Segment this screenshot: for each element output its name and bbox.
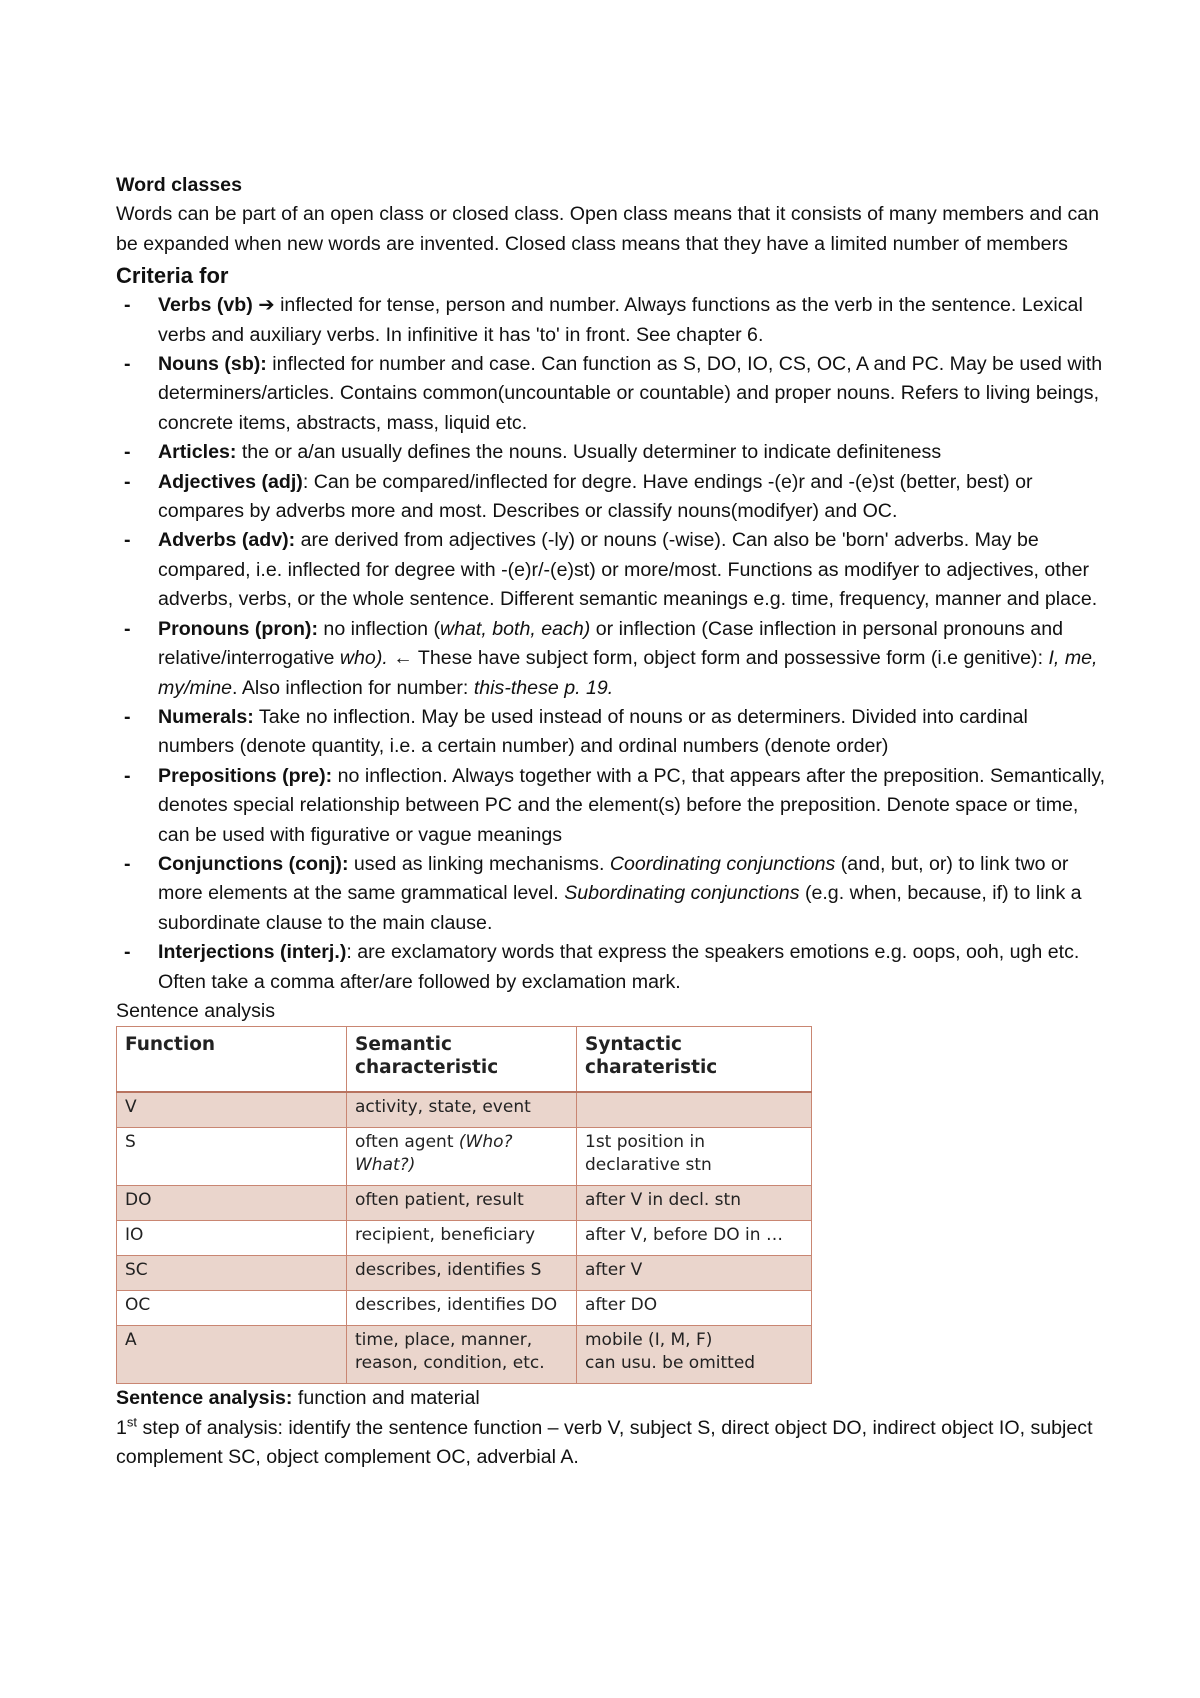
analysis-text: function and material [292,1387,480,1410]
table-cell-function: S [117,1128,347,1186]
desc-pronouns-4: . Also inflection for number: [232,676,474,699]
term-adverbs: Adverbs (adv): [158,529,296,552]
table-cell-syntactic: after V in decl. stn [577,1186,812,1221]
list-item-articles [116,438,1106,467]
bullet-dash: - [124,941,131,964]
syntactic-line-1: mobile (I, M, F) [585,1330,713,1351]
table-cell-syntactic: after V, before DO in … [577,1221,812,1256]
desc-nouns: inflected for number and case. Can function as S, DO, IO, CS, OC, A and PC. May be used with determiners/articles. Contains common(uncountable or countable) and proper nouns. Refers to living beings, concrete items, abstracts, mass, liquid etc. [158,353,1103,434]
document-content [116,171,1106,1473]
desc-pronouns-ital-3: I, me, my/mine [158,647,1098,699]
table-cell-semantic: describes, identifies DO [347,1291,577,1326]
term-numerals: Numerals: [158,705,254,728]
arrow-left-icon: ← [393,647,413,670]
table-cell-semantic: recipient, beneficiary [347,1221,577,1256]
table-cell-function: A [117,1326,347,1384]
criteria-heading: Criteria for [116,263,229,289]
table-row [117,1128,812,1186]
table-cell-function: OC [117,1291,347,1326]
desc-adverbs: are derived from adjectives (-ly) or nouns (-wise). Can also be 'born' adverbs. May be compared, i.e. inflected for degree with -(e)r/-(e)st) or more/most. Functions as modifyer to adjectives, other adverbs, verbs, or the whole sentence. Different semantic meanings e.g. time, frequency, manner and place. [158,529,1098,611]
term-verbs: Verbs (vb) [158,294,253,317]
list-item-adjectives [116,468,1106,527]
desc-pronouns-2: or inflection (Case inflection in personal pronouns and relative/interrogative [158,617,1063,670]
step-number: 1 [116,1416,127,1439]
desc-pronouns-3: These have subject form, object form and possessive form (i.e genitive): [412,647,1049,670]
table-row [117,1326,812,1384]
table-cell-function: SC [117,1256,347,1291]
term-articles: Articles: [158,441,237,464]
desc-conjunctions-2: (and, but, or) to link two or more elements at the same grammatical level. [158,852,1069,905]
table-caption: Sentence analysis [116,999,276,1022]
table-header-row [117,1027,812,1093]
desc-verbs: inflected for tense, person and number. Always functions as the verb in the sentence. Lexical verbs and auxiliary verbs. In infinitive it has 'to' in front. See chapter 6. [158,294,1083,346]
term-conjunctions: Conjunctions (conj): [158,852,349,875]
desc-pronouns-ital-4: this-these p. 19. [473,676,614,699]
bullet-dash: - [124,441,131,464]
table-cell-syntactic: 1st position in declarative stn [577,1128,812,1186]
desc-articles: the or a/an usually defines the nouns. Usually determiner to indicate definiteness [236,441,942,464]
bullet-dash: - [124,764,131,787]
desc-interjections: : are exclamatory words that express the speakers emotions e.g. oops, ooh, ugh etc. Often take a comma after/are followed by exclamation mark. [158,941,1080,993]
desc-prepositions: no inflection. Always together with a PC, that appears after the preposition. Semantically, denotes special relationship between PC and the element(s) before the preposition. Denote space or time, can be used with figurative or vague meanings [158,764,1106,846]
list-item-numerals [116,703,1106,762]
term-interjections: Interjections (interj.) [158,941,347,964]
table-row [117,1221,812,1256]
table-cell-function: DO [117,1186,347,1221]
bullet-dash: - [124,353,131,376]
desc-conjunctions-ital-1: Coordinating conjunctions [609,852,836,875]
analysis-bold: Sentence analysis: [116,1387,293,1410]
desc-numerals: Take no inflection. May be used instead of nouns or as determiners. Divided into cardinal numbers (denote quantity, i.e. a certain number) and ordinal numbers (denote order) [158,705,1028,758]
table-cell-function: IO [117,1221,347,1256]
term-prepositions: Prepositions (pre): [158,764,333,787]
table-cell-syntactic: after V [577,1256,812,1291]
desc-conjunctions-ital-2: Subordinating conjunctions [564,882,800,905]
semantic-text: often agent [355,1132,459,1153]
bullet-dash: - [124,529,131,552]
term-pronouns: Pronouns (pron): [158,617,318,640]
table-row [117,1092,812,1128]
table-cell-semantic: activity, state, event [347,1092,577,1128]
arrow-right-icon: ➔ [258,294,275,317]
semantic-italic: (Who? What?) [355,1132,513,1176]
list-item-pronouns [116,615,1106,703]
step-text: step of analysis: identify the sentence function – verb V, subject S, direct object DO, indirect object IO, subject complement SC, object complement OC, adverbial A. [116,1416,1093,1469]
sentence-analysis-table [116,1026,812,1384]
bullet-dash: - [124,294,131,317]
table-row [117,1256,812,1291]
term-nouns: Nouns (sb): [158,353,267,376]
table-cell-semantic: often patient, result [347,1186,577,1221]
bullet-dash: - [124,705,131,728]
desc-adjectives: : Can be compared/inflected for degre. Have endings -(e)r and -(e)st (better, best) or compares by adverbs more and most. Describes or classify nouns(modifyer) and OC. [158,470,1033,523]
desc-pronouns-ital-1: what, both, each) [439,617,591,640]
table-cell-syntactic: after DO [577,1291,812,1326]
analysis-heading-line [116,1384,1106,1413]
syntactic-line-2: can usu. be omitted [585,1353,756,1374]
table-header: Semantic characteristic [347,1027,577,1093]
table-header: Function [117,1027,347,1093]
table-row [117,1186,812,1221]
analysis-step [116,1414,1106,1473]
table-cell-function: V [117,1092,347,1128]
section-heading: Word classes [116,174,242,196]
table-header: Syntactic charateristic [577,1027,812,1093]
table-cell-syntactic [577,1326,812,1384]
list-item-verbs [116,291,1106,350]
list-item-conjunctions [116,850,1106,938]
list-item-adverbs [116,526,1106,614]
criteria-list [116,291,1106,997]
table-row [117,1291,812,1326]
bullet-dash: - [124,617,131,640]
desc-pronouns-ital-2: who). [339,647,388,670]
intro-paragraph: Words can be part of an open class or closed class. Open class means that it consists of many members and can be expanded when new words are invented. Closed class means that they have a limited number of members [116,203,1100,255]
desc-pronouns-1: no inflection ( [317,617,440,640]
bullet-dash: - [124,852,131,875]
list-item-prepositions [116,762,1106,850]
table-cell-syntactic [577,1092,812,1128]
list-item-nouns [116,350,1106,438]
table-cell-semantic: time, place, manner, reason, condition, etc. [347,1326,577,1384]
desc-conjunctions-1: used as linking mechanisms. [348,852,610,875]
table-cell-semantic: describes, identifies S [347,1256,577,1291]
term-adjectives: Adjectives (adj) [158,470,303,493]
step-superscript: st [126,1414,138,1430]
desc-conjunctions-3: (e.g. when, because, if) to link a subordinate clause to the main clause. [158,882,1082,934]
list-item-interjections [116,938,1106,997]
table-cell-semantic [347,1128,577,1186]
bullet-dash: - [124,470,131,493]
